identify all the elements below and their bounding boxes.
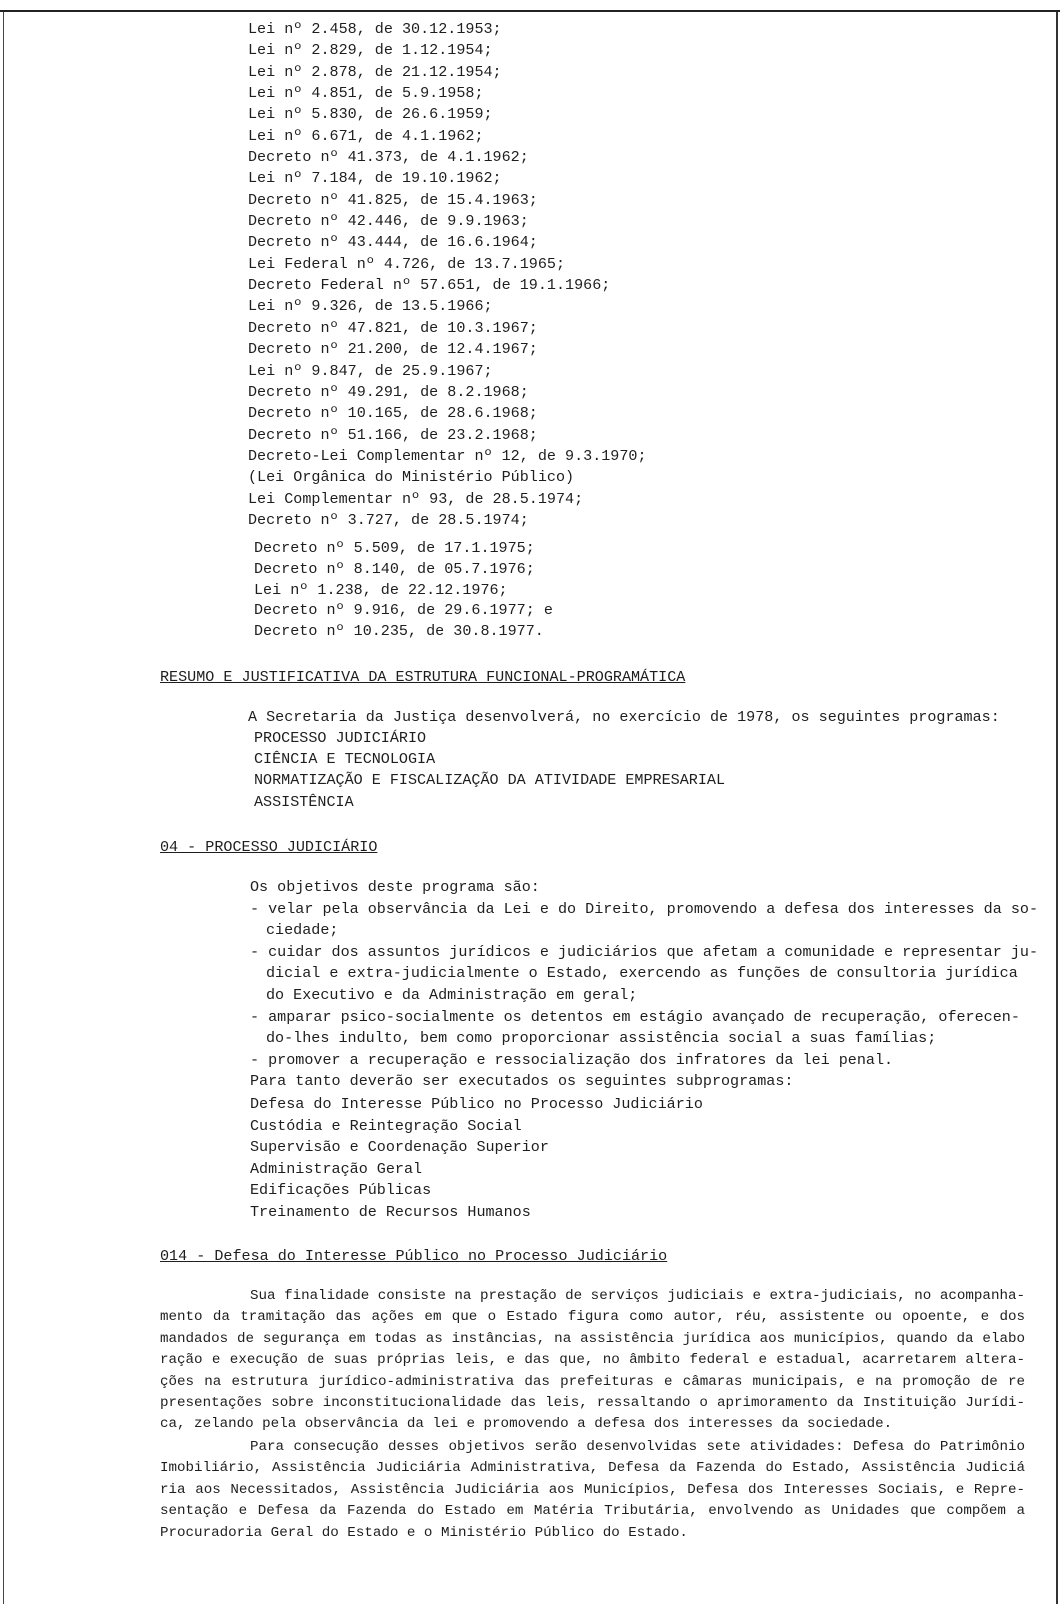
text-line: ciedade; [266,921,339,940]
text-line: Custódia e Reintegração Social [250,1116,522,1135]
text-line: Decreto nº 47.821, de 10.3.1967; [248,318,538,337]
text-line: mento da tramitação das ações em que o Estado figura como autor, réu, assistente ou opoente, e dos [160,1309,1025,1326]
text-line: Administração Geral [250,1159,423,1178]
text-line: Lei nº 5.830, de 26.6.1959; [248,105,493,124]
text-line: - amparar psico-socialmente os detentos em estágio avançado de recuperação, oferecen- [250,1007,1020,1026]
text-line: Decreto nº 5.509, de 17.1.1975; [254,539,535,557]
text-line: mandados de segurança em todas as instâncias, na assistência jurídica aos municípios, quando da elabo [160,1330,1025,1347]
text-line: Lei nº 2.458, de 30.12.1953; [248,20,502,38]
text-line: Decreto nº 43.444, de 16.6.1964; [248,233,538,252]
summary-intro [248,707,1000,728]
text-line: Decreto nº 3.727, de 28.5.1974; [248,510,529,529]
text-line: Decreto-Lei Complementar nº 12, de 9.3.1970; [248,446,647,465]
objectives-block [250,877,1038,1093]
section-04-heading: 04 - PROCESSO JUDICIÁRIO [160,838,378,856]
text-line: Para consecução desses objetivos serão desenvolvidas sete atividades: Defesa do Patrimônio [250,1439,1025,1455]
text-line: Decreto nº 49.291, de 8.2.1968; [248,382,529,401]
text-line: sentação e Defesa da Fazenda do Estado em Matéria Tributária, envolvendo as Unidades que compõem a [160,1503,1025,1520]
page-left-border [3,12,4,1604]
text-line: Decreto nº 42.446, de 9.9.1963; [248,212,529,231]
text-line: Para tanto deverão ser executados os seguintes subprogramas: [250,1072,794,1091]
text-line: - velar pela observância da Lei e do Direito, promovendo a defesa dos interesses da so- [250,899,1039,918]
text-line: Lei nº 1.238, de 22.12.1976; [254,580,508,599]
text-line: - cuidar dos assuntos jurídicos e judiciários que afetam a comunidade e representar ju- [250,942,1039,961]
text-line: ca, zelando pela observância da lei e promovendo a defesa dos interesses da sociedade. [160,1416,893,1433]
text-line: do Executivo e da Administração em geral; [266,985,638,1004]
text-line: Decreto nº 51.166, de 23.2.1968; [248,425,538,444]
text-line: Lei nº 9.326, de 13.5.1966; [248,297,493,316]
text-line: Lei nº 2.829, de 1.12.1954; [248,41,493,60]
legislation-list-2 [254,538,553,642]
text-line: Lei nº 6.671, de 4.1.1962; [248,126,484,145]
text-line: Decreto nº 10.235, de 30.8.1977. [254,622,544,641]
text-line: CIÊNCIA E TECNOLOGIA [254,750,436,769]
text-line: Decreto nº 8.140, de 05.7.1976; [254,559,535,578]
text-line: ria aos Necessitados, Assistência Judiciária aos Municípios, Defesa dos Interesses Sociais, e Repre- [160,1481,1025,1498]
text-line: Sua finalidade consiste na prestação de serviços judiciais e extra-judiciais, no acompanha- [250,1288,1025,1304]
page-right-border [1056,12,1058,1604]
text-line: (Lei Orgânica do Ministério Público) [248,468,575,487]
text-line: ções na estrutura jurídico-administrativa das prefeituras e câmaras municipais, e na promoção de re [160,1373,1025,1390]
text-line: Lei nº 9.847, de 25.9.1967; [248,361,493,380]
text-line: Imobiliário, Assistência Judiciária Administrativa, Defesa da Fazenda do Estado, Assistência Judiciá [160,1460,1025,1477]
summary-heading: RESUMO E JUSTIFICATIVA DA ESTRUTURA FUNCIONAL-PROGRAMÁTICA [160,668,686,686]
text-line: Edificações Públicas [250,1181,432,1200]
text-line: Defesa do Interesse Público no Processo Judiciário [250,1095,703,1113]
subprogram-list [250,1094,703,1224]
text-line: Lei nº 7.184, de 19.10.1962; [248,169,502,188]
text-line: Treinamento de Recursos Humanos [250,1202,531,1221]
text-line: Os objetivos deste programa são: [250,878,540,896]
text-line: Lei Federal nº 4.726, de 13.7.1965; [248,254,566,273]
text-line: Decreto nº 41.373, de 4.1.1962; [248,148,529,167]
text-line: NORMATIZAÇÃO E FISCALIZAÇÃO DA ATIVIDADE EMPRESARIAL [254,771,726,790]
text-line: do-lhes indulto, bem como proporcionar assistência social a suas famílias; [266,1029,937,1048]
text-line: - promover a recuperação e ressocialização dos infratores da lei penal. [250,1050,894,1069]
text-line: presentações sobre inconstitucionalidade das leis, ressaltando o aprimoramento da Instituição Jurídi- [160,1394,1025,1411]
legislation-list-1 [248,19,647,531]
text-line: Decreto Federal nº 57.651, de 19.1.1966; [248,276,611,295]
text-line: dicial e extra-judicialmente o Estado, exercendo as funções de consultoria jurídica [266,964,1018,983]
text-line: Lei nº 4.851, de 5.9.1958; [248,84,484,103]
text-line: ASSISTÊNCIA [254,792,354,811]
text-line: Decreto nº 10.165, de 28.6.1968; [248,404,538,423]
text-line: Decreto nº 21.200, de 12.4.1967; [248,340,538,359]
section-014-heading: 014 - Defesa do Interesse Público no Processo Judiciário [160,1247,668,1265]
text-line: Lei Complementar nº 93, de 28.5.1974; [248,489,584,508]
text-line: Procuradoria Geral do Estado e o Ministério Público do Estado. [160,1524,688,1541]
text-line: ração e execução de suas próprias leis, e das que, no âmbito federal e estadual, acarretarem altera- [160,1352,1025,1369]
text-line: PROCESSO JUDICIÁRIO [254,729,427,747]
text-line: Decreto nº 41.825, de 15.4.1963; [248,190,538,209]
text-line: Decreto nº 9.916, de 29.6.1977; e [254,601,553,620]
page-top-rule [0,10,1060,12]
program-list [254,728,725,813]
section-014-paragraph-1 [160,1286,1025,1436]
text-line: Lei nº 2.878, de 21.12.1954; [248,62,502,81]
section-014-paragraph-2 [160,1437,1025,1544]
text-line: Supervisão e Coordenação Superior [250,1138,549,1157]
summary-intro-text: A Secretaria da Justiça desenvolverá, no exercício de 1978, os seguintes programas: [248,708,1000,726]
